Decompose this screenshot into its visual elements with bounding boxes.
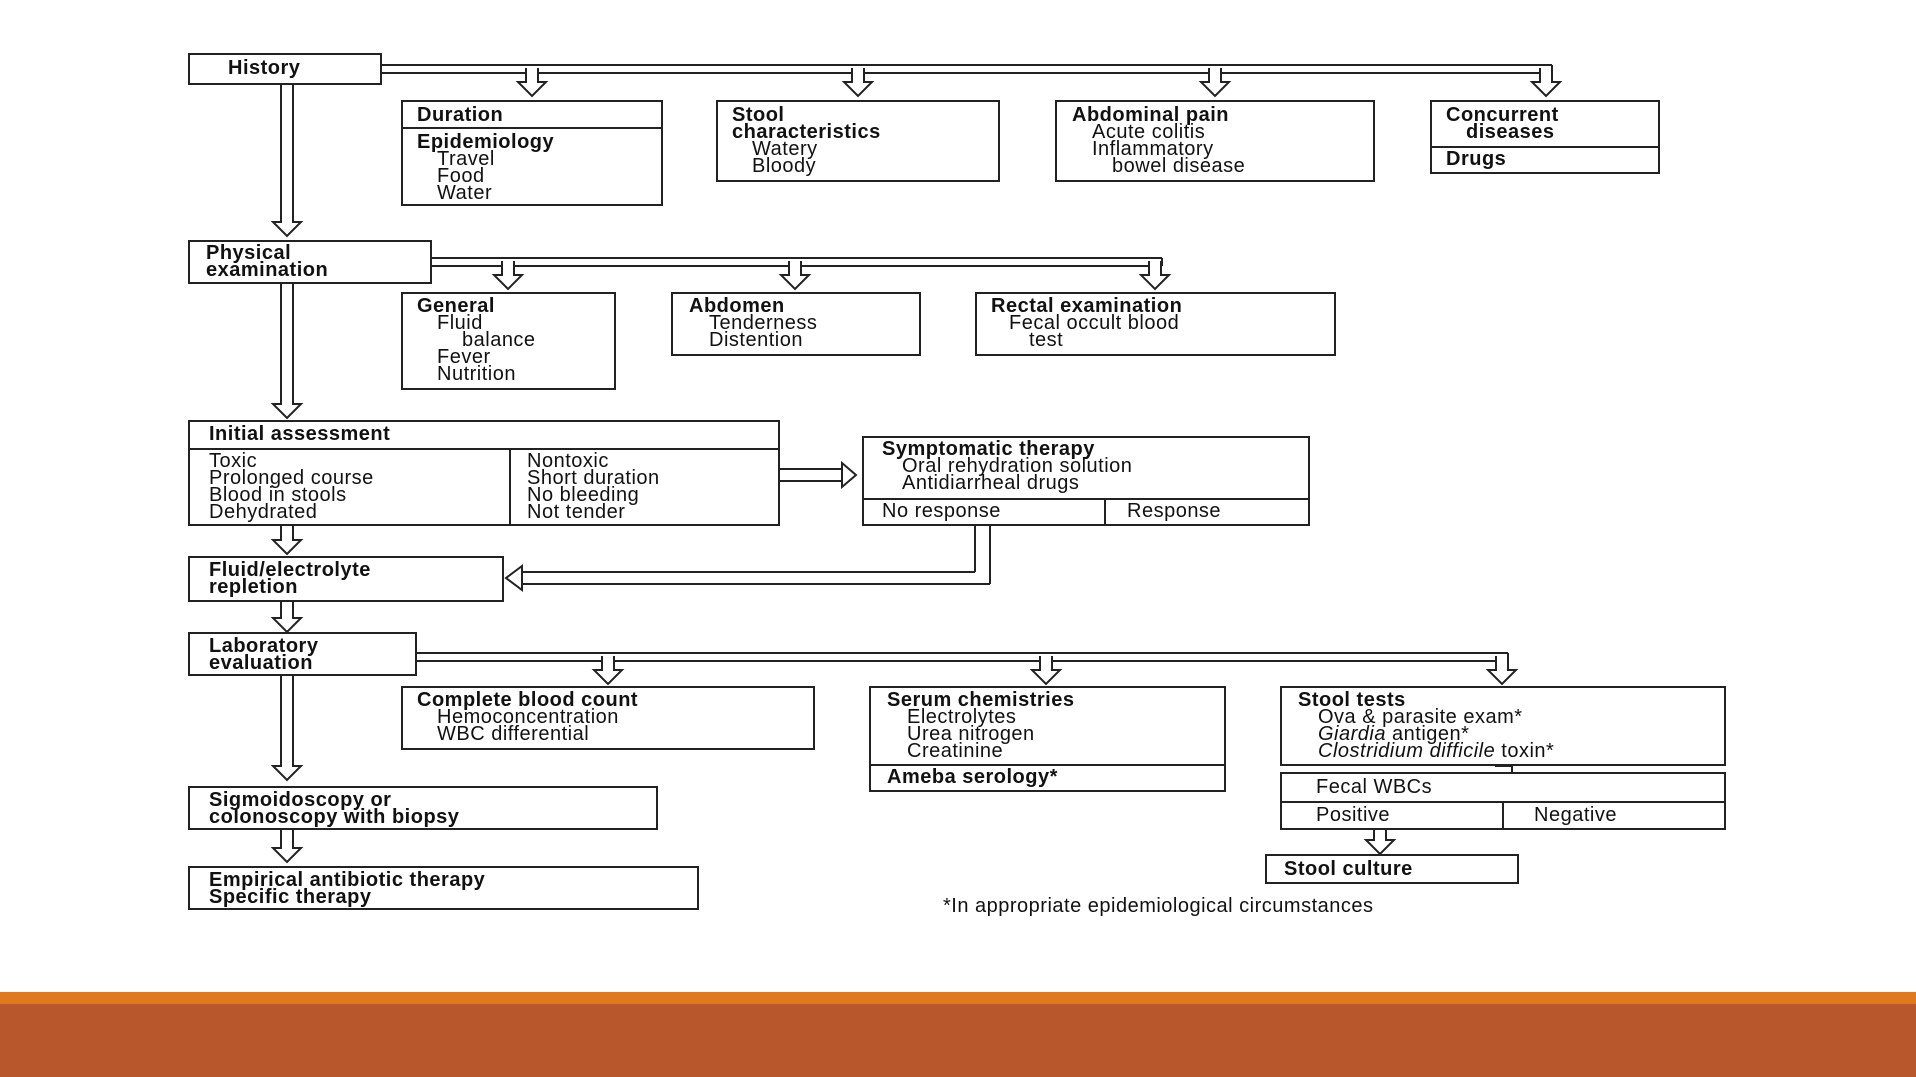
symptomatic-therapy-item: Antidiarrheal drugs	[902, 472, 1080, 494]
abdomen-item: Tenderness	[709, 312, 818, 334]
abdominal-pain-item: bowel disease	[1112, 155, 1246, 177]
fluid-repletion-label: Fluid/electrolyte	[209, 559, 371, 581]
divider	[401, 127, 663, 129]
serum-chemistries-title: Serum chemistries	[887, 689, 1075, 711]
fecal-wbc-title: Fecal WBCs	[1316, 776, 1433, 798]
general-item: balance	[462, 329, 536, 351]
epidemiology-item: Food	[437, 165, 485, 187]
footer-band	[0, 1004, 1916, 1077]
clostridium-text: Clostridium difficile	[1318, 740, 1496, 762]
stool-characteristics-item: Bloody	[752, 155, 817, 177]
general-title: General	[417, 295, 495, 317]
epidemiology-item: Travel	[437, 148, 495, 170]
initial-assessment-left-item: Blood in stools	[209, 484, 347, 506]
initial-assessment-right-item: Not tender	[527, 501, 626, 523]
general-item: Fever	[437, 346, 491, 368]
duration-label: Duration	[417, 104, 504, 126]
initial-assessment-left-item: Prolonged course	[209, 467, 374, 489]
divider	[1104, 498, 1106, 526]
initial-assessment-right-item: No bleeding	[527, 484, 640, 506]
lab-evaluation-label: Laboratory	[209, 635, 319, 657]
giardia-text: Giardia	[1318, 723, 1386, 745]
stool-tests-item: Ova & parasite exam*	[1318, 706, 1523, 728]
stool-characteristics-title: characteristics	[732, 121, 881, 143]
epidemiology-item: Water	[437, 182, 493, 204]
cbc-title: Complete blood count	[417, 689, 639, 711]
serum-chemistries-item: Creatinine	[907, 740, 1004, 762]
stool-characteristics-item: Watery	[752, 138, 818, 160]
general-item: Nutrition	[437, 363, 516, 385]
history-label: History	[228, 57, 301, 79]
ameba-serology-label: Ameba serology*	[887, 766, 1058, 788]
sigmoidoscopy-label: colonoscopy with biopsy	[209, 806, 460, 828]
stool-tests-item	[1318, 742, 1554, 760]
rectal-exam-title: Rectal examination	[991, 295, 1183, 317]
initial-assessment-right-item: Short duration	[527, 467, 660, 489]
divider	[509, 448, 511, 526]
positive-label: Positive	[1316, 804, 1391, 826]
drugs-label: Drugs	[1446, 148, 1507, 170]
stool-characteristics-title: Stool	[732, 104, 785, 126]
empirical-therapy-label: Empirical antibiotic therapy	[209, 869, 486, 891]
clostridium-rest-text: toxin*	[1495, 740, 1555, 762]
giardia-rest-text: antigen*	[1385, 723, 1470, 745]
initial-assessment-left-item: Dehydrated	[209, 501, 318, 523]
footnote: *In appropriate epidemiological circumstances	[943, 895, 1374, 917]
physical-exam-label: examination	[206, 259, 329, 281]
empirical-therapy-label: Specific therapy	[209, 886, 372, 908]
stool-culture-label: Stool culture	[1284, 858, 1413, 880]
initial-assessment-title: Initial assessment	[209, 423, 391, 445]
concurrent-diseases-title: Concurrent	[1446, 104, 1559, 126]
initial-assessment-right-item: Nontoxic	[527, 450, 609, 472]
negative-label: Negative	[1534, 804, 1617, 826]
concurrent-diseases-title: diseases	[1466, 121, 1555, 143]
lab-evaluation-label: evaluation	[209, 652, 313, 674]
abdomen-item: Distention	[709, 329, 803, 351]
initial-assessment-left-item: Toxic	[209, 450, 258, 472]
physical-exam-label: Physical	[206, 242, 292, 264]
symptomatic-therapy-item: Oral rehydration solution	[902, 455, 1133, 477]
serum-chemistries-item: Urea nitrogen	[907, 723, 1035, 745]
symptomatic-therapy-title: Symptomatic therapy	[882, 438, 1095, 460]
general-item: Fluid	[437, 312, 483, 334]
divider	[188, 448, 780, 450]
abdominal-pain-title: Abdominal pain	[1072, 104, 1229, 126]
response-label: Response	[1127, 500, 1222, 522]
sigmoidoscopy-label: Sigmoidoscopy or	[209, 789, 392, 811]
footer-accent-band	[0, 992, 1916, 1004]
cbc-item: WBC differential	[437, 723, 590, 745]
abdominal-pain-item: Inflammatory	[1092, 138, 1214, 160]
rectal-exam-item: Fecal occult blood	[1009, 312, 1180, 334]
stool-tests-title: Stool tests	[1298, 689, 1406, 711]
epidemiology-title: Epidemiology	[417, 131, 555, 153]
divider	[1502, 801, 1504, 830]
cbc-item: Hemoconcentration	[437, 706, 619, 728]
fluid-repletion-label: repletion	[209, 576, 298, 598]
rectal-exam-item: test	[1029, 329, 1064, 351]
no-response-label: No response	[882, 500, 1001, 522]
abdominal-pain-item: Acute colitis	[1092, 121, 1206, 143]
serum-chemistries-item: Electrolytes	[907, 706, 1017, 728]
abdomen-title: Abdomen	[689, 295, 785, 317]
